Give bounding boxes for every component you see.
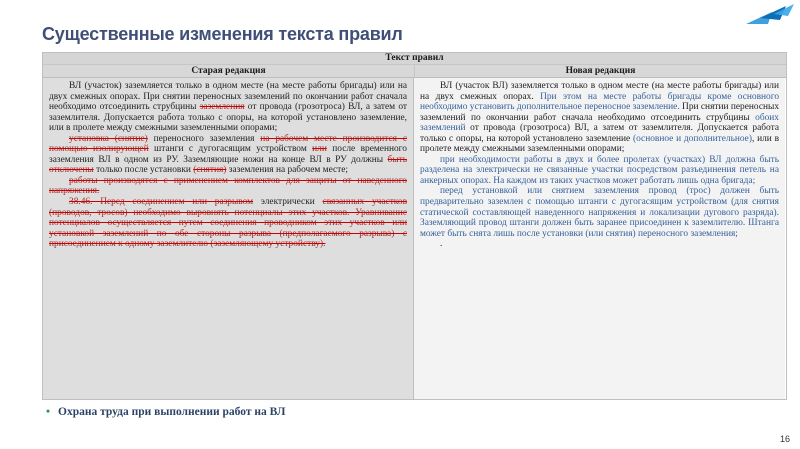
bullet-icon: • — [46, 406, 51, 418]
table-header: Текст правил — [43, 53, 786, 65]
bullet-text: Охрана труда при выполнении работ на ВЛ — [58, 406, 286, 418]
logo — [738, 2, 798, 32]
column-header-new: Новая редакция — [565, 66, 636, 76]
new-edition-text — [414, 78, 785, 399]
table-column-headers — [43, 65, 786, 78]
deleted-text: работы производятся с применением комплектов для защиты от наведенного напряжения. — [49, 175, 407, 197]
old-paragraph-2: установка (снятие) переносного заземления на рабочем месте производится с помощью изолирующей штанги с дугогасящим устройством или после временного заземления ВЛ в одном из РУ. Заземляющие ножи на конце ВЛ в РУ должны быть отключены только после установки (снятия) заземления на рабочем месте; — [49, 133, 407, 176]
rules-comparison-table — [42, 52, 787, 400]
page-number: 16 — [779, 434, 790, 444]
deleted-text: установка (снятие) — [69, 133, 148, 144]
added-text: обоих заземлений — [420, 112, 779, 134]
new-paragraph-4: . — [440, 239, 443, 250]
added-text: При этом на месте работы бригады кроме основного необходимо установить дополнительное переносное заземление. — [420, 91, 780, 113]
added-text: (основное и дополнительное) — [632, 133, 752, 144]
deleted-text: или — [312, 144, 327, 155]
old-paragraph-1: ВЛ (участок) заземляется только в одном месте (на месте работы бригады) или на двух смежных опорах. При снятии переносных заземлений по окончании работ сначала необходимо отсоединить струбцины заземления от провода (грозотроса) ВЛ, а затем от заземлителя. Допускается работа только с опоры, на которой установлено заземление, или в пролете между смежными заземленными опорами; — [49, 81, 407, 134]
old-edition-text — [43, 78, 414, 399]
deleted-text: быть отключены — [49, 154, 407, 176]
old-paragraph-3 — [49, 176, 407, 197]
old-paragraph-4: 38.46. Перед соединением или разрывом электрически связанных участков (проводов, тросов) необходимо выровнять потенциалы этих участков. Уравнивание потенциалов осуществляется путем соединения проводником этих участков или установкой заземлений по обе стороны разрыва (предполагаемого разрыва) с присоединением к одному заземлителю (заземляющему устройству). — [49, 197, 407, 250]
slide-title: Существенные изменения текста правил — [42, 24, 403, 44]
column-header-old: Старая редакция — [43, 65, 415, 77]
new-paragraph-2: при необходимости работы в двух и более пролетах (участках) ВЛ должна быть разделена на электрически не связанные участки посредством разъединения петель на анкерных опорах. На каждом из таких участков может работать лишь одна бригада; — [420, 154, 779, 186]
new-paragraph-1: ВЛ (участок ВЛ) заземляется только в одном месте (на месте работы бригады) или на двух смежных опорах. При этом на месте работы бригады кроме основного необходимо установить дополнительное переносное заземление. При снятии переносных заземлений по окончании работ сначала необходимо отсоединить струбцины обоих заземлений от провода (грозотроса) ВЛ, а затем от заземлителя. Допускается работа только с опоры, на которой установлено заземление (основное и дополнительное), или в пролете между смежными заземленными опорами; — [420, 81, 780, 155]
added-text: (для снятия статической составляющей наведенного напряжения и локализации дугового разряда). Заземляющий провод штанги должен быть заранее присоединен к заземлителю. Штанга может быть снята лишь после установки (или снятия) переносного заземления; — [420, 197, 779, 239]
deleted-text: заземления — [199, 102, 245, 113]
deleted-text: на рабочем месте производится с помощью изолирующей — [49, 133, 407, 155]
bullet-item — [46, 406, 285, 418]
deleted-text: 38.46. Перед соединением или разрывом — [69, 197, 254, 208]
deleted-text: (снятия) — [193, 165, 227, 176]
deleted-text: связанных участков (проводов, тросов) необходимо выровнять потенциалы этих участков. Уравнивание потенциалов осуществляется путем соединения проводником этих участков или установкой заземлений по обе стороны разрыва (предполагаемого разрыва) с присоединением к одному заземлителю (заземляющему устройству). — [49, 197, 407, 250]
new-paragraph-3: перед установкой или снятием заземления провод (трос) должен быть предварительно заземлен с помощью штанги с дугогасящим устройством (для снятия статической составляющей наведенного напряжения и локализации дугового разряда). Заземляющий провод штанги должен быть заранее присоединен к заземлителю. Штанга может быть снята лишь после установки (или снятия) переносного заземления; — [420, 186, 779, 239]
